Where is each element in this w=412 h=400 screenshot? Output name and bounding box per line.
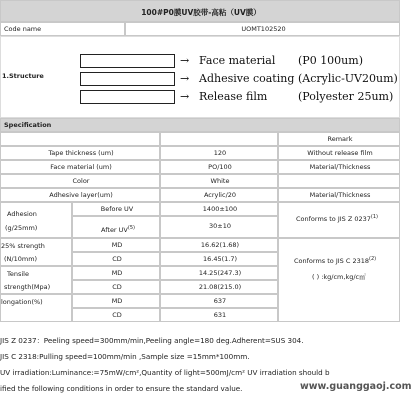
dir-cell [72,266,160,280]
adhesion-remark-text: Conforms to JIS Z 0237 [296,215,371,224]
value-cell [160,238,278,252]
elongation-label: longation(%) [1,298,43,306]
tensile-value: 637 [213,297,227,305]
note-line: JIS Z 0237：Peeling speed=300mm/min,Peeling angle=180 deg.Adherent=SUS 304. [0,336,304,345]
layer-name: Face material [199,54,276,67]
direction: MD [111,241,123,249]
after-uv-value: 30±10 [209,222,231,230]
adhesive-layer-label-cell [0,188,160,202]
direction: MD [111,269,123,277]
adhesion-remark [296,214,378,223]
note-line: UV irradiation:Luminance:=75mW/cm²,Quantity of light=500mJ/cm² UV irradiation should b [0,368,330,377]
direction: CD [112,311,122,319]
arrow-icon: → [180,72,190,85]
code-label: Code name [4,25,42,33]
adhesive-layer-label: Adhesive layer(um) [49,191,113,199]
dir-cell [72,238,160,252]
color-value-cell [160,174,278,188]
face-material-label-cell [0,160,160,174]
tensile-label: Tensile [7,270,29,278]
tensile-value: 14.25(247.3) [198,269,242,277]
layer-detail: (P0 100um) [298,54,363,67]
color-label: Color [72,177,90,185]
code-value: UOMT102520 [241,25,286,33]
layer-detail: (Acrylic-UV20um) [298,72,398,85]
face-material-layer [80,54,175,68]
strength-unit: (N/10mm) [4,255,38,263]
blank-cell [160,132,278,146]
structure-label: 1.Structure [2,72,44,80]
tensile-label-cell [0,266,72,294]
tape-thickness-remark: Without release film [307,149,373,157]
layer-detail: (Polyester 25um) [298,90,394,103]
tensile-remark [294,256,376,265]
note-line: JIS C 2318:Pulling speed=100mm/min ,Sample size =15mm*100mm. [0,352,250,361]
tape-thickness-remark-cell [278,146,400,160]
after-uv-text: After UV [101,226,128,235]
after-uv-sup: (5) [127,225,135,231]
before-uv-label-cell [72,202,160,216]
adhesion-label-cell [0,202,72,238]
tape-thickness-label: Tape thickness (um) [48,149,114,157]
tensile-remark-cell [278,238,400,322]
tensile-value: 631 [213,311,227,319]
before-uv-value: 1400±100 [202,205,238,213]
tape-thickness-label-cell [0,146,160,160]
strength-label-cell [0,238,72,266]
value-cell [160,308,278,322]
remark-header: Remark [327,135,353,143]
tensile-value: 16.62(1.68) [200,241,240,249]
dir-cell [72,308,160,322]
adhesion-remark-cell [278,202,400,238]
dir-cell [72,294,160,308]
color-remark-cell [278,174,400,188]
dir-cell [72,252,160,266]
layer-name: Adhesive coating [199,72,295,85]
adhesive-layer [80,72,175,86]
tensile-unit: strength(Mpa) [4,283,51,291]
tensile-units-note: ( ) :kg/cm,kg/c㎡ [312,273,366,281]
after-uv-label-cell [72,216,160,238]
tensile-value: 16.45(1.7) [202,255,238,263]
tape-thickness-value-cell [160,146,278,160]
face-material-label: Face material (um) [50,163,112,171]
adhesion-label: Adhesion [7,210,37,218]
release-film-layer [80,90,175,104]
after-uv-value-cell [160,216,278,238]
note-line: ified the following conditions in order to ensure the standard value. [0,384,243,393]
dir-cell [72,280,160,294]
value-cell [160,266,278,280]
value-cell [160,280,278,294]
direction: CD [112,283,122,291]
before-uv-label: Before UV [100,205,134,213]
adhesion-remark-sup: (1) [370,214,379,220]
arrow-icon: → [180,54,190,67]
arrow-icon: → [180,90,190,103]
adhesive-layer-remark-cell [278,188,400,202]
elongation-label-cell [0,294,72,322]
color-label-cell [0,174,160,188]
face-material-value-cell [160,160,278,174]
value-cell [160,294,278,308]
specification-header [0,118,400,132]
strength-label: 25% strength [1,242,45,250]
tensile-remark-sup: (2) [369,256,377,262]
face-material-remark: Material/Thickness [309,163,371,171]
before-uv-value-cell [160,202,278,216]
tensile-remark-text: Conforms to JIS C 2318 [294,257,370,266]
specification-label: Specification [4,121,52,129]
adhesive-layer-value: Acrylic/20 [203,191,237,199]
adhesion-unit: (g/25mm) [5,224,38,232]
code-value-cell [125,22,400,36]
value-cell [160,252,278,266]
adhesive-layer-remark: Material/Thickness [309,191,371,199]
direction: CD [112,255,122,263]
layer-name: Release film [199,90,268,103]
remark-header-cell [278,132,400,146]
face-material-value: PO/100 [208,163,232,171]
title-bar [0,0,400,22]
watermark: www.guanggaoj.com [300,381,412,392]
face-material-remark-cell [278,160,400,174]
blank-cell [0,132,160,146]
tensile-value: 21.08(215.0) [198,283,242,291]
tape-thickness-value: 120 [213,149,227,157]
code-label-cell [0,22,125,36]
after-uv-label [101,225,135,234]
page-title: 100#P0膜UV胶带-高粘（UV膜） [141,8,261,17]
direction: MD [111,297,123,305]
color-value: White [210,177,230,185]
adhesive-layer-value-cell [160,188,278,202]
